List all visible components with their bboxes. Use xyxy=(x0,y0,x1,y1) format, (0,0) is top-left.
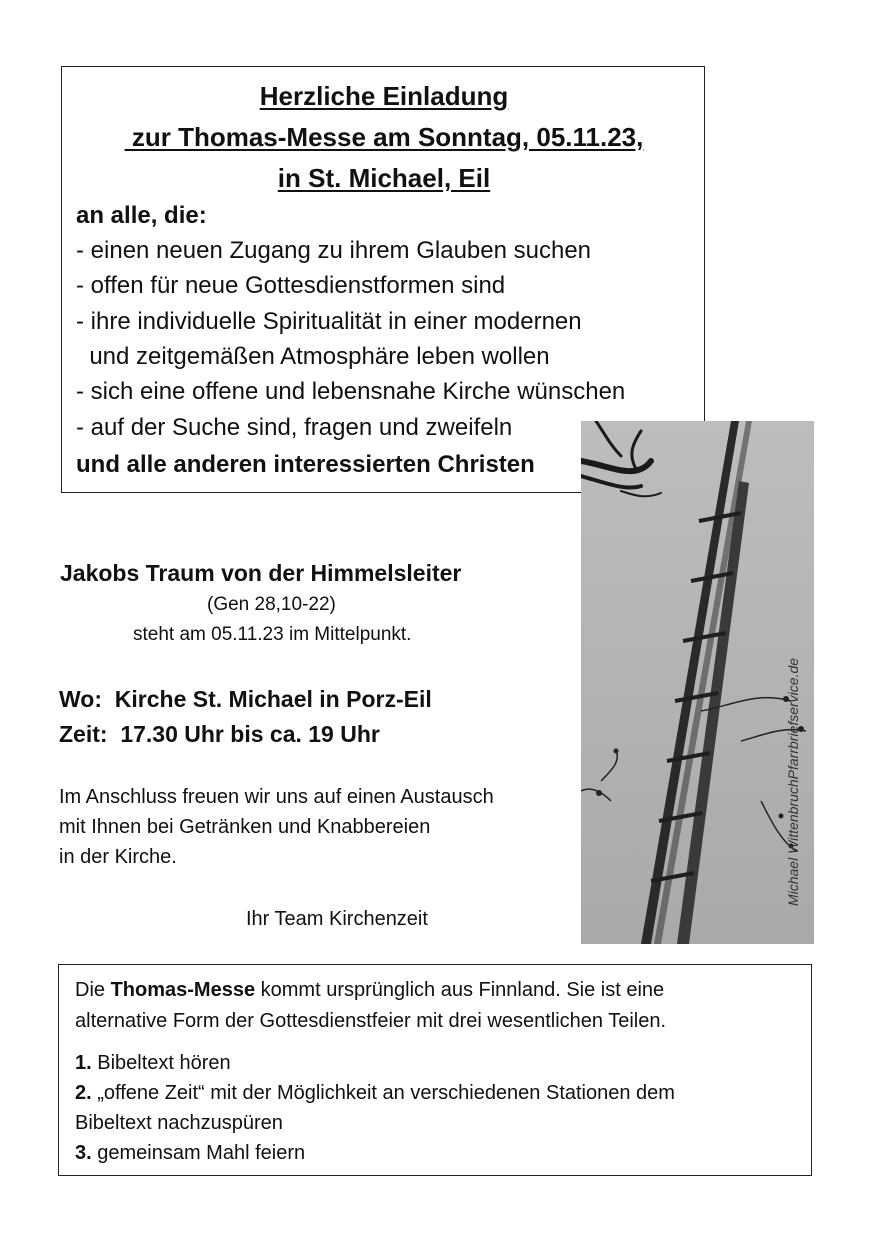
signature: Ihr Team Kirchenzeit xyxy=(246,908,428,930)
audience-item: - einen neuen Zugang zu ihrem Glauben suchen xyxy=(76,237,592,264)
info-intro-prefix: Die xyxy=(75,979,111,1001)
audience-item: - sich eine offene und lebensnahe Kirche wünschen xyxy=(76,378,626,405)
photo-credit xyxy=(778,621,808,943)
topic-subtitle: steht am 05.11.23 im Mittelpunkt. xyxy=(133,624,412,645)
audience-item: - offen für neue Gottesdienstformen sind xyxy=(76,272,506,299)
after-text-line: Im Anschluss freuen wir uns auf einen Austausch xyxy=(59,786,494,808)
location-line: Wo: Kirche St. Michael in Porz-Eil xyxy=(59,686,432,712)
info-item-text: gemeinsam Mahl feiern xyxy=(91,1142,306,1164)
info-item xyxy=(75,1142,305,1165)
info-item-text: Bibeltext nachzuspüren xyxy=(75,1112,283,1134)
info-intro-line-2: alternative Form der Gottesdienstfeier mit drei wesentlichen Teilen. xyxy=(75,1010,667,1032)
info-item-text: „offene Zeit“ mit der Möglichkeit an verschiedenen Stationen dem xyxy=(91,1082,675,1104)
audience-item: - ihre individuelle Spiritualität in einer modernen xyxy=(76,308,582,335)
photo-credit-text: Michael WittenbruchPfarrbriefservice.de xyxy=(785,657,801,907)
after-text-line: in der Kirche. xyxy=(59,846,177,868)
audience-closing: und alle anderen interessierten Christen xyxy=(76,451,535,478)
info-item-number: 3. xyxy=(75,1142,92,1164)
info-item xyxy=(75,1082,675,1105)
time-line: Zeit: 17.30 Uhr bis ca. 19 Uhr xyxy=(59,721,380,747)
invitation-heading-line-1: Herzliche Einladung xyxy=(259,81,509,111)
info-box xyxy=(58,964,812,1176)
topic-reference: (Gen 28,10-22) xyxy=(207,594,336,615)
info-item-number: 1. xyxy=(75,1052,92,1074)
info-item-text: Bibeltext hören xyxy=(91,1052,231,1074)
after-text-line: mit Ihnen bei Getränken und Knabbereien xyxy=(59,816,431,838)
audience-intro: an alle, die: xyxy=(76,202,207,229)
info-intro-rest: kommt ursprünglich aus Finnland. Sie ist eine xyxy=(255,979,665,1001)
audience-item: - auf der Suche sind, fragen und zweifeln xyxy=(76,414,513,441)
info-item-number: 2. xyxy=(75,1082,92,1104)
audience-item: und zeitgemäßen Atmosphäre leben wollen xyxy=(76,343,550,370)
info-intro-line-1 xyxy=(75,979,664,1002)
invitation-heading-line-3: in St. Michael, Eil xyxy=(277,163,491,193)
invitation-heading-line-2: zur Thomas-Messe am Sonntag, 05.11.23, xyxy=(124,122,644,152)
info-item xyxy=(75,1052,231,1075)
topic-title: Jakobs Traum von der Himmelsleiter xyxy=(60,560,462,586)
info-item xyxy=(75,1112,283,1135)
info-intro-bold: Thomas-Messe xyxy=(110,979,256,1001)
